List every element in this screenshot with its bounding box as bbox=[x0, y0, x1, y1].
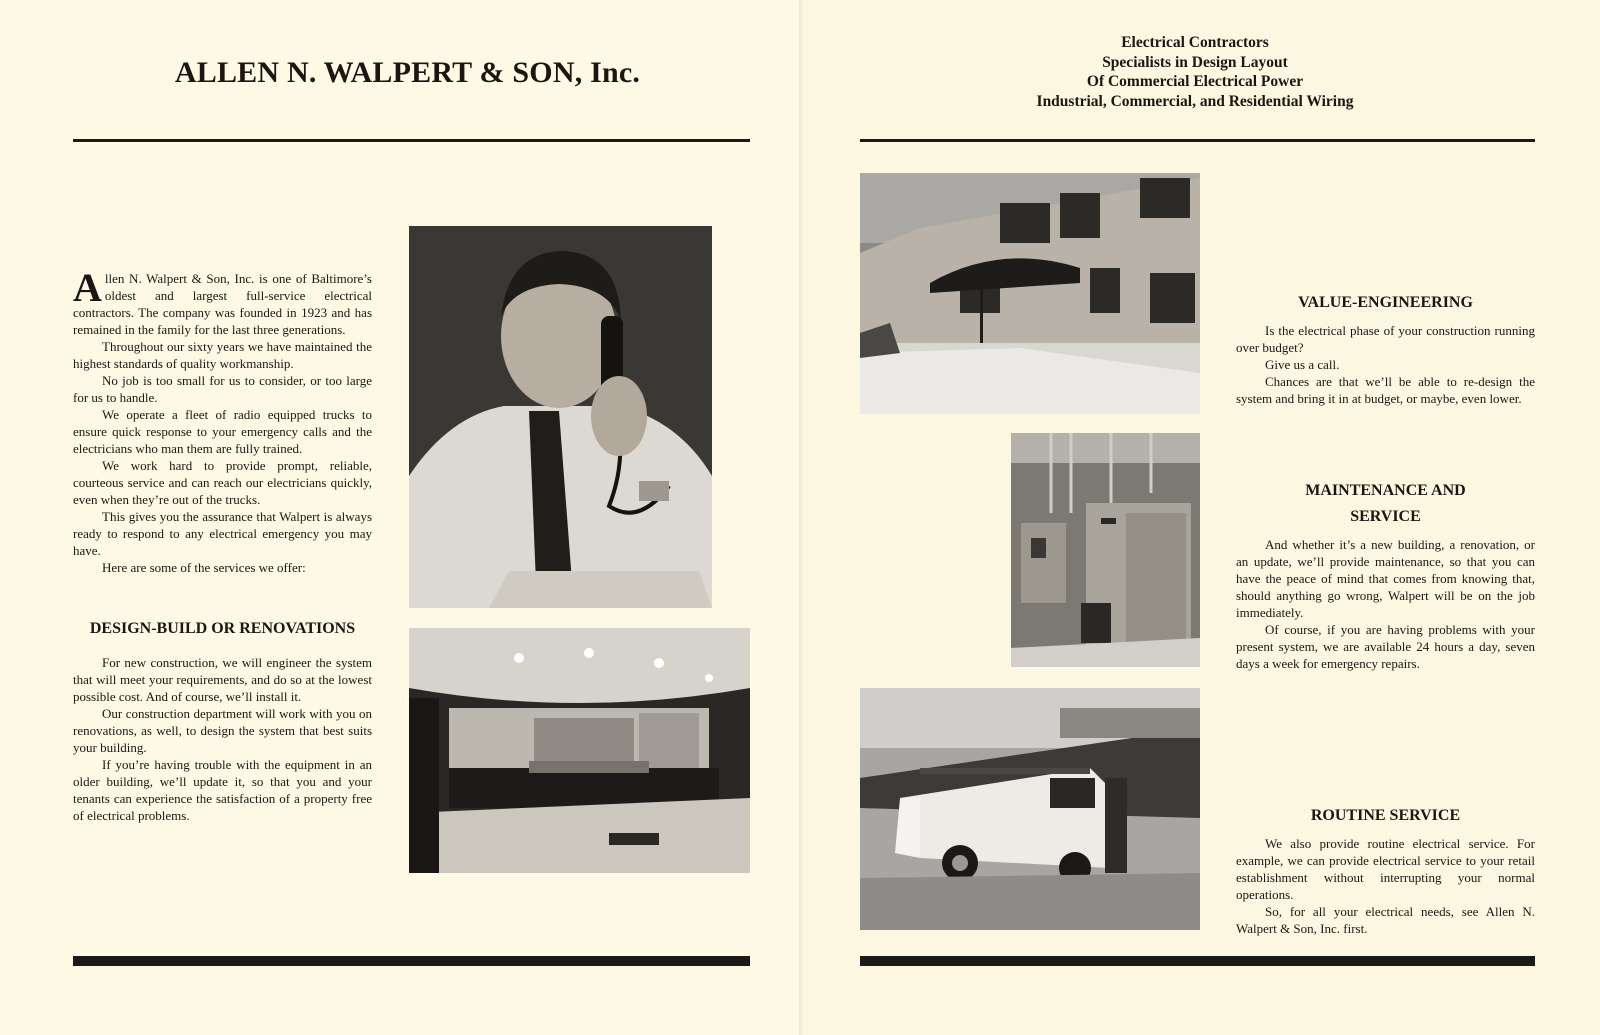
photo-electrical-equipment bbox=[1011, 433, 1200, 667]
right-top-rule bbox=[860, 139, 1535, 142]
dropcap: A bbox=[73, 265, 102, 310]
design-build-paragraph-1: For new construction, we will engineer the system that will meet your requirements, and do so at the lowest possible cost. And of course, we’ll install it. bbox=[73, 655, 372, 704]
design-build-paragraph-2: Our construction department will work with you on renovations, as well, to design the system that best suits your building. bbox=[73, 706, 372, 755]
value-engineering-heading: VALUE-ENGINEERING bbox=[1298, 294, 1473, 311]
tagline-line-2: Specialists in Design Layout bbox=[1102, 53, 1288, 71]
tagline-block bbox=[945, 33, 1445, 111]
maintenance-paragraph-2: Of course, if you are having problems with your present system, we are available 24 hours a day, seven days a week for emergency repairs. bbox=[1236, 622, 1535, 671]
value-engineering-paragraph-2: Give us a call. bbox=[1265, 357, 1340, 372]
tagline-line-4: Industrial, Commercial, and Residential Wiring bbox=[1036, 92, 1354, 110]
page-fold bbox=[799, 0, 802, 1035]
left-bottom-rule bbox=[73, 956, 750, 966]
intro-paragraph-5: We work hard to provide prompt, reliable, courteous service and can reach our electricians quickly, even when they’re out of the trucks. bbox=[73, 458, 372, 507]
design-build-heading: DESIGN-BUILD OR RENOVATIONS bbox=[89, 620, 356, 637]
intro-paragraph-7: Here are some of the services we offer: bbox=[102, 560, 306, 575]
maintenance-heading-line-1: MAINTENANCE AND bbox=[1305, 482, 1466, 499]
photo-lobby-interior bbox=[409, 628, 750, 873]
tagline-line-3: Of Commercial Electrical Power bbox=[1086, 73, 1304, 90]
left-top-rule bbox=[73, 139, 750, 142]
intro-paragraph-2: Throughout our sixty years we have maintained the highest standards of quality workmanship. bbox=[73, 339, 372, 371]
intro-paragraph-1 bbox=[73, 265, 372, 338]
tagline-line-1: Electrical Contractors bbox=[1121, 34, 1269, 51]
maintenance-heading-line-2: SERVICE bbox=[1350, 508, 1421, 525]
routine-service-section bbox=[1236, 803, 1535, 937]
value-engineering-paragraph-3: Chances are that we’ll be able to re-design the system and bring it in at budget, or maybe, even lower. bbox=[1236, 374, 1535, 406]
intro-paragraph-3: No job is too small for us to consider, or too large for us to handle. bbox=[73, 373, 372, 405]
value-engineering-section bbox=[1236, 290, 1535, 407]
photo-man-on-phone bbox=[409, 226, 712, 608]
intro-paragraph-4: We operate a fleet of radio equipped trucks to ensure quick response to your emergency calls and the electricians who man them are fully trained. bbox=[73, 407, 372, 456]
routine-service-paragraph-1: We also provide routine electrical service. For example, we can provide electrical service to your retail establishment without interrupting your normal operations. bbox=[1236, 836, 1535, 902]
intro-paragraph-6: This gives you the assurance that Walpert is always ready to respond to any electrical emergency you may have. bbox=[73, 509, 372, 558]
design-build-paragraph-3: If you’re having trouble with the equipment in an older building, we’ll update it, so that you and your tenants can experience the satisfaction of a property free of electrical problems. bbox=[73, 757, 372, 823]
routine-service-paragraph-2: So, for all your electrical needs, see Allen N. Walpert & Son, Inc. first. bbox=[1236, 904, 1535, 936]
value-engineering-paragraph-1: Is the electrical phase of your construction running over budget? bbox=[1236, 323, 1535, 355]
maintenance-paragraph-1: And whether it’s a new building, a renovation, or an update, we’ll provide maintenance, so that you can have the peace of mind that comes from knowing that, should anything go wrong, Walpert will be on the job immediately. bbox=[1236, 537, 1535, 620]
routine-service-heading: ROUTINE SERVICE bbox=[1310, 807, 1461, 824]
intro-first-text: llen N. Walpert & Son, Inc. is one of Baltimore’s oldest and largest full-service electrical contractors. The company was founded in 1923 and has remained in the family for the last three generations. bbox=[73, 271, 372, 337]
photo-office-building bbox=[860, 173, 1200, 414]
right-bottom-rule bbox=[860, 956, 1535, 966]
photo-service-van bbox=[860, 688, 1200, 930]
maintenance-section bbox=[1236, 478, 1535, 672]
company-title: ALLEN N. WALPERT & SON, Inc. bbox=[174, 56, 641, 89]
intro-column bbox=[73, 265, 372, 824]
